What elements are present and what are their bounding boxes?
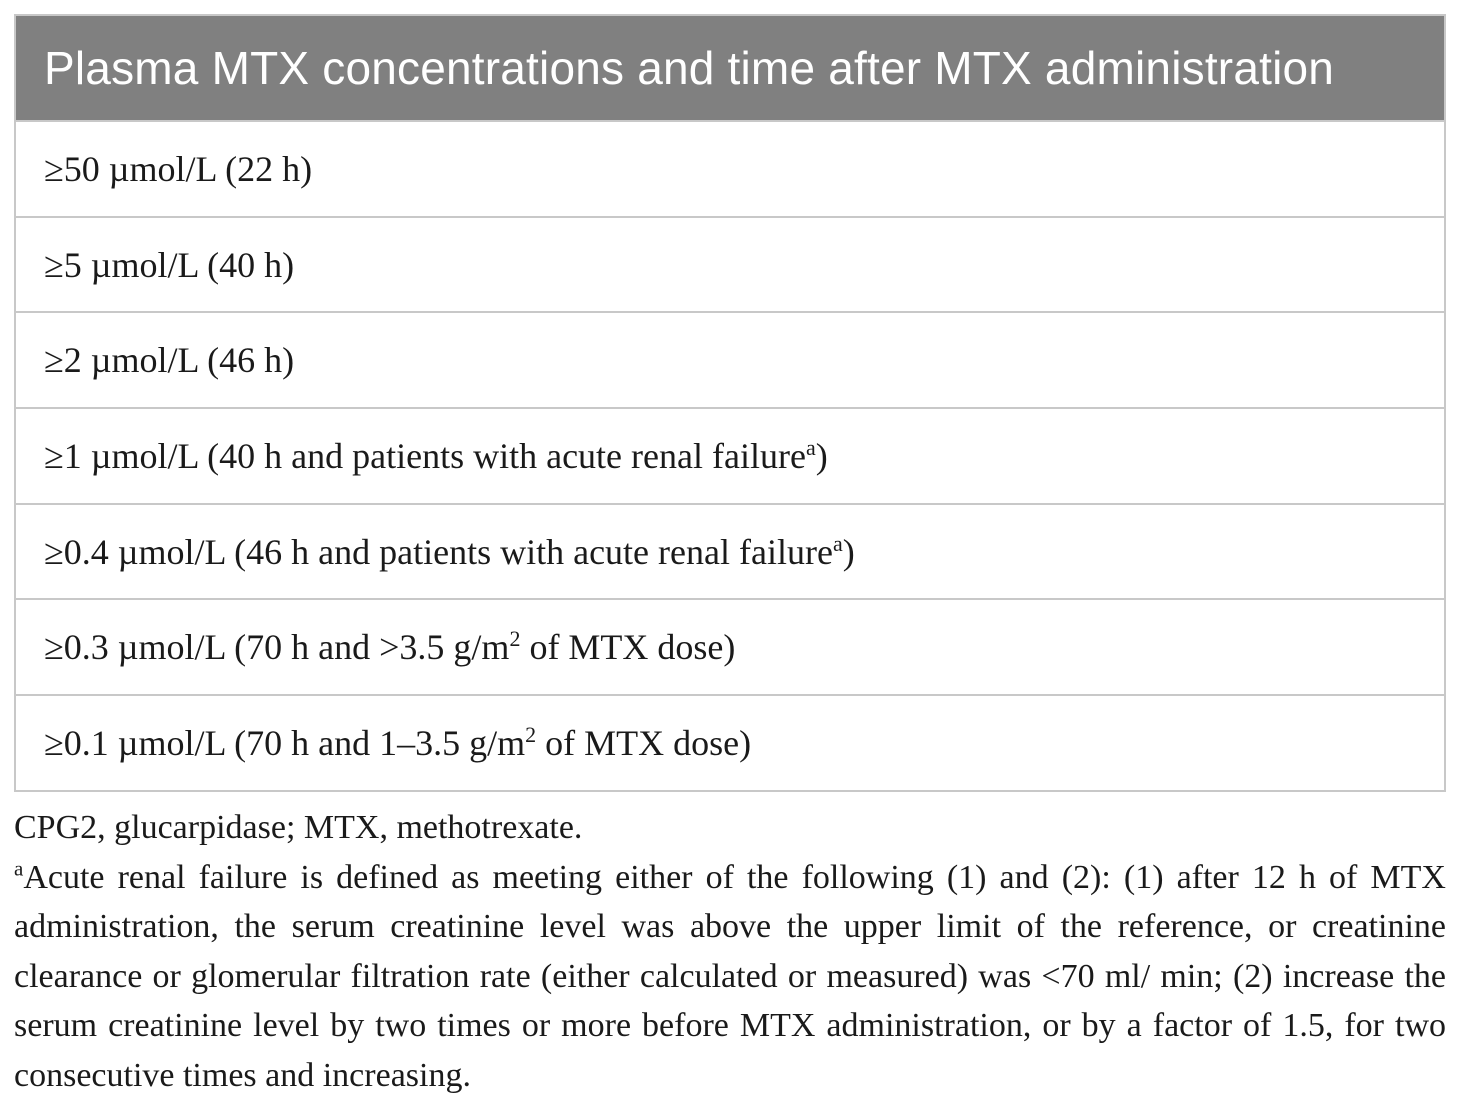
table-row [16, 407, 1444, 503]
table-row [16, 598, 1444, 694]
row-tail-text: ) [815, 435, 828, 476]
row-main-text: ≥0.1 µmol/L (70 h and 1–3.5 g/m [44, 722, 526, 763]
table-footnotes [14, 803, 1446, 1100]
footnote-marker: a [832, 530, 843, 556]
row-text [44, 435, 828, 477]
row-text [44, 148, 312, 190]
superscript-exponent: 2 [509, 626, 521, 652]
acute-renal-failure-note [14, 853, 1446, 1101]
row-main-text: ≥5 µmol/L (40 h) [44, 244, 295, 285]
row-text [44, 339, 294, 381]
row-main-text: ≥0.4 µmol/L (46 h and patients with acute renal failure [44, 531, 833, 572]
table-row [16, 503, 1444, 599]
table-row [16, 694, 1444, 790]
criteria-table [14, 14, 1446, 792]
table-row [16, 216, 1444, 312]
row-main-text: ≥2 µmol/L (46 h) [44, 340, 295, 381]
row-tail-text: of MTX dose) [520, 627, 736, 668]
row-text [44, 722, 751, 764]
footnote-marker: a [805, 434, 816, 460]
row-text [44, 626, 735, 668]
table-row [16, 120, 1444, 216]
row-main-text: ≥1 µmol/L (40 h and patients with acute renal failure [44, 435, 806, 476]
row-tail-text: ) [842, 531, 855, 572]
table-row [16, 311, 1444, 407]
row-main-text: ≥0.3 µmol/L (70 h and >3.5 g/m [44, 627, 510, 668]
footnote-text: Acute renal failure is defined as meeting either of the following (1) and (2): (1) after 12 h of MTX administration, the serum creatinine level was above the upper limit of the reference, or creatinine clearance or glomerular filtration rate (either calculated or measured) was <70 ml/ min; (2) increase the serum creatinine level by two times or more before MTX administration, or by a factor of 1.5, for two consecutive times and increasing. [14, 858, 1446, 1094]
row-tail-text: of MTX dose) [536, 722, 752, 763]
superscript-exponent: 2 [525, 721, 537, 747]
footnote-marker: a [14, 856, 24, 881]
row-text [44, 531, 855, 573]
table-header: Plasma MTX concentrations and time after MTX administration [16, 16, 1444, 120]
row-text [44, 244, 294, 286]
row-main-text: ≥50 µmol/L (22 h) [44, 148, 313, 189]
abbreviations-note: CPG2, glucarpidase; MTX, methotrexate. [14, 809, 583, 846]
